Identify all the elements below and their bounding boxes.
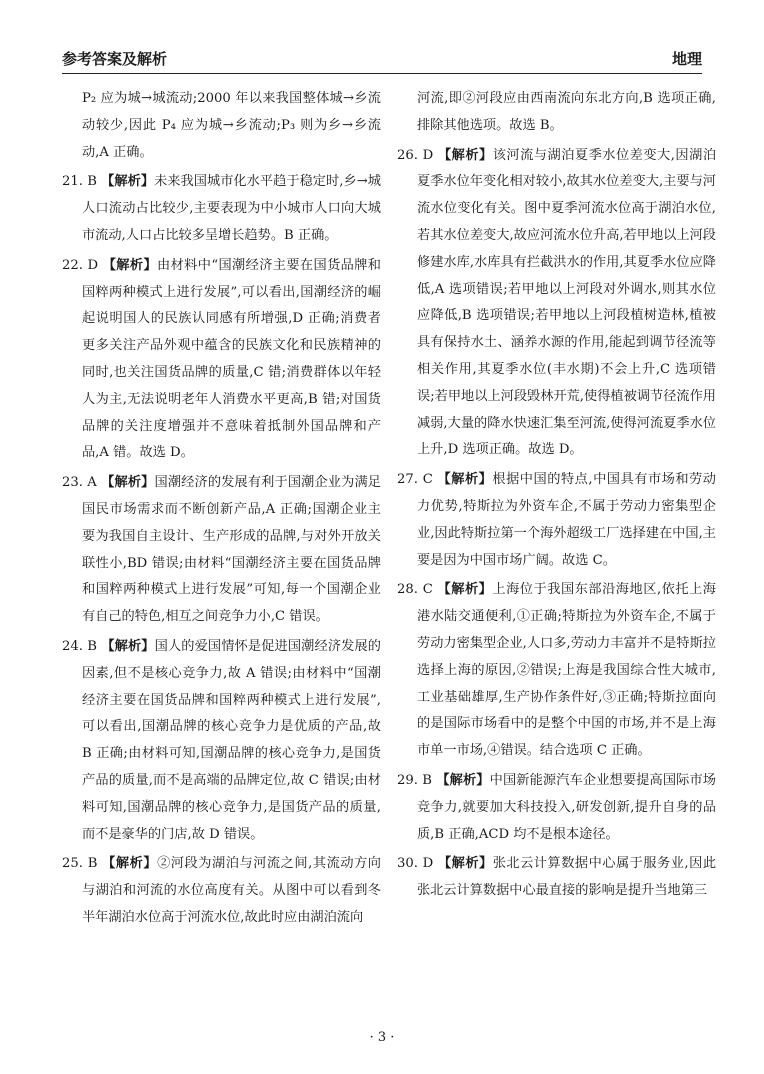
- answer-number: 24. B: [62, 638, 102, 654]
- header-title: 参考答案及解析: [62, 50, 168, 68]
- answer-number: 22. D: [62, 257, 103, 273]
- answer-number: 26. D: [397, 147, 438, 163]
- answer-item: [62, 851, 381, 931]
- header-subject: 地理: [671, 50, 702, 68]
- answer-text: 河流,即②河段应由西南流向东北方向,B 选项正确,排除其他选项。故选 B。: [417, 91, 716, 133]
- answer-text: 国人的爱国情怀是促进国潮经济发展的因素,但不是核心竞争力,故 A 错误;由材料中“国潮经济主要在国货品牌和国粹两种模式上进行发展”,可以看出,国潮品牌的核心竞争力是优质的产品,故 B 正确;由材料可知,国潮品牌的核心竞争力,是国货产品的质量,而不是高端的品牌定位,故 C 错误;由材料可知,国潮品牌的核心竞争力,是国货产品的质量,而不是豪华的门店,故 D 错误。: [82, 638, 381, 842]
- answer-continuation: [397, 86, 716, 140]
- answer-text: 由材料中“国潮经济主要在国货品牌和国粹两种模式上进行发展”,可以看出,国潮经济的崛起说明国人的民族认同感有所增强,D 正确;消费者更多关注产品外观中蕴含的民族文化和民族精神的同时,也关注国货品牌的质量,C 错;消费群体以年轻人为主,无法说明老年人消费水平更高,B 错;对国货品牌的关注度增强并不意味着抵制外国品牌和产品,A 错。故选 D。: [82, 257, 381, 461]
- page-number: · 3 ·: [369, 1030, 395, 1045]
- answer-number: 28. C: [397, 582, 438, 598]
- analysis-tag: 【解析】: [102, 856, 158, 872]
- right-column: [397, 86, 716, 908]
- answer-number: 25. B: [62, 856, 103, 872]
- answer-number: 21. B: [62, 174, 102, 190]
- answer-item: [62, 634, 381, 848]
- answer-item: [397, 768, 716, 848]
- answer-item: [397, 851, 716, 905]
- analysis-tag: 【解析】: [102, 257, 158, 273]
- answer-text: 该河流与湖泊夏季水位差变大,因湖泊夏季水位年变化相对较小,故其水位差变大,主要与河流水位变化有关。图中夏季河流水位高于湖泊水位,若其水位差变大,故应河流水位升高,若甲地以上河段修建水库,水库具有拦截洪水的作用,其夏季水位应降低,A 选项错误;若甲地以上河段对外调水,则其水位应降低,B 选项错误;若甲地以上河段植树造林,植被具有保持水土、涵养水源的作用,能起到调节径流等相关作用,其夏季水位(丰水期)不会上升,C 选项错误;若甲地以上河段毁林开荒,使得植被调节径流作用减弱,大量的降水快速汇集至河流,使得河流夏季水位上升,D 选项正确。故选 D。: [417, 147, 717, 458]
- analysis-tag: 【解析】: [436, 772, 490, 788]
- analysis-tag: 【解析】: [101, 174, 155, 190]
- analysis-tag: 【解析】: [101, 638, 155, 654]
- answer-number: 23. A: [62, 475, 102, 491]
- answer-text: 上海位于我国东部沿海地区,依托上海港水陆交通便利,①正确;特斯拉为外资车企,不属于劳动力密集型企业,人口多,劳动力丰富并不是特斯拉选择上海的原因,②错误;上海是我国综合性大城市,工业基础雄厚,生产协作条件好,③正确;特斯拉面向的是国际市场看中的是整个中国的市场,并不是上海市单一市场,④错误。结合选项 C 正确。: [417, 582, 716, 759]
- answer-item: [397, 467, 716, 574]
- answer-text: P₂ 应为城→城流动;2000 年以来我国整体城→乡流动较少,因此 P₄ 应为城→乡流动;P₃ 则为乡→乡流动,A 正确。: [82, 91, 381, 160]
- answer-number: 27. C: [397, 472, 438, 488]
- answer-item: [397, 143, 716, 465]
- answer-text: 张北云计算数据中心属于服务业,因此张北云计算数据中心最直接的影响是提升当地第三: [417, 856, 717, 899]
- answer-item: [397, 577, 716, 765]
- answer-item: [62, 253, 381, 467]
- analysis-tag: 【解析】: [437, 582, 493, 598]
- analysis-tag: 【解析】: [437, 472, 493, 488]
- answer-text: ②河段为湖泊与河流之间,其流动方向与湖泊和河流的水位高度有关。从图中可以看到冬半年湖泊水位高于河流水位,故此时应由湖泊流向: [82, 856, 381, 925]
- answer-text: 中国新能源汽车企业想要提高国际市场竞争力,就要加大科技投入,研发创新,提升自身的品质,B 正确,ACD 均不是根本途径。: [417, 772, 716, 842]
- answer-text: 国潮经济的发展有利于国潮企业为满足国民市场需求而不断创新产品,A 正确;国潮企业主要为我国自主设计、生产形成的品牌,与对外开放关联性小,BD 错误;由材料“国潮经济主要在国货品牌和国粹两种模式上进行发展”可知,每一个国潮企业有自己的特色,相互之间竞争力小,C 错误。: [82, 475, 381, 625]
- answer-number: 30. D: [397, 856, 438, 872]
- left-column: [62, 86, 381, 935]
- analysis-tag: 【解析】: [437, 147, 493, 163]
- answer-number: 29. B: [397, 772, 437, 788]
- answer-item: [62, 169, 381, 249]
- answer-item: [62, 470, 381, 631]
- answer-continuation: [62, 86, 381, 166]
- analysis-tag: 【解析】: [101, 475, 155, 491]
- analysis-tag: 【解析】: [437, 856, 493, 872]
- answer-text: 未来我国城市化水平趋于稳定时,乡→城人口流动占比较少,主要表现为中小城市人口向大城市流动,人口占比较多呈增长趋势。B 正确。: [82, 174, 381, 243]
- page-header: [62, 48, 702, 70]
- answer-text: 根据中国的特点,中国具有市场和劳动力优势,特斯拉为外资车企,不属于劳动力密集型企业,因此特斯拉第一个海外超级工厂选择建在中国,主要是因为中国市场广阔。故选 C。: [417, 472, 716, 568]
- header-divider: [62, 73, 702, 74]
